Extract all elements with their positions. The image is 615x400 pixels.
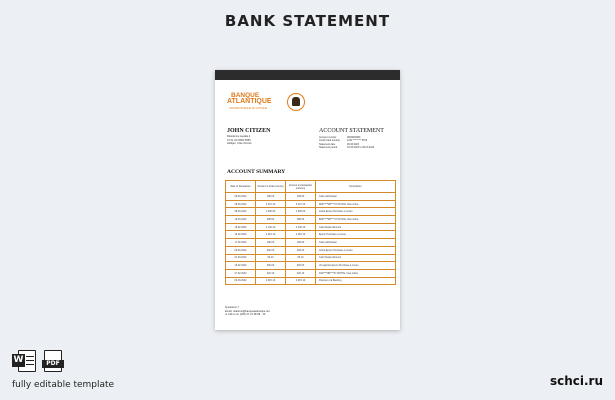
- table-header-row: [226, 181, 396, 193]
- cell-date: 17.02.2022: [226, 239, 256, 247]
- table-row: [226, 254, 396, 262]
- column-header: Amount in transaction currency: [286, 181, 316, 193]
- cell-local-amount: 300.00: [256, 262, 286, 270]
- cell-txn-amount: 3 047.10: [286, 200, 316, 208]
- cell-local-amount: 198.00: [256, 193, 286, 201]
- table-row: [226, 269, 396, 277]
- address-line: Abidjan, Côte d'Ivoire: [227, 142, 252, 146]
- table-row: [226, 193, 396, 201]
- site-watermark: schci.ru: [549, 374, 603, 388]
- cell-txn-amount: 90.10: [286, 254, 316, 262]
- cell-description: Cash withdrawal: [316, 193, 396, 201]
- logo-line2: ATLANTIQUE: [227, 98, 272, 105]
- cell-txn-amount: 320.10: [286, 269, 316, 277]
- bank-logo: [227, 92, 307, 114]
- cell-date: 16.02.2022: [226, 262, 256, 270]
- table-row: [226, 262, 396, 270]
- cell-description: Achat Epson Purchase a moore: [316, 208, 396, 216]
- cell-local-amount: 398.00: [256, 216, 286, 224]
- field-label: Credit Card number: [319, 139, 340, 143]
- field-label: Statement date: [319, 142, 336, 146]
- cell-date: 08.03.2022: [226, 208, 256, 216]
- cell-txn-amount: 2 130.10: [286, 223, 316, 231]
- cell-description: Vit aspirant Epson Purchase a moore: [316, 262, 396, 270]
- cell-description: Cash Replenishment: [316, 254, 396, 262]
- cell-date: 18.02.2022: [226, 223, 256, 231]
- table-row: [226, 277, 396, 285]
- cell-local-amount: 320.10: [256, 269, 286, 277]
- table-row: [226, 223, 396, 231]
- field-value: 0000000080: [347, 136, 361, 139]
- address-line: 07 01 AC 8000 5555: [227, 138, 251, 142]
- cell-local-amount: 3 047.10: [256, 200, 286, 208]
- pdf-icon: [42, 350, 64, 372]
- cell-description: Cash withdrawal: [316, 239, 396, 247]
- contact-footer: [225, 306, 270, 317]
- document-top-bar: [215, 70, 400, 80]
- table-row: [226, 200, 396, 208]
- statement-preview: [215, 70, 400, 330]
- customer-name: JOHN CITIZEN: [227, 128, 271, 134]
- account-statement-title: ACCOUNT STATEMENT: [319, 128, 384, 134]
- cell-txn-amount: 1 900.00: [286, 208, 316, 216]
- cell-local-amount: 90.10: [256, 254, 286, 262]
- horse-icon: [287, 93, 305, 111]
- table-row: [226, 216, 396, 224]
- cell-date: 09.03.2022: [226, 246, 256, 254]
- column-header: Date of transaction: [226, 181, 256, 193]
- cell-txn-amount: 300.00: [286, 262, 316, 270]
- transactions-table: [225, 180, 396, 285]
- field-value: 09.03.2023: [347, 142, 359, 146]
- cell-date: 09.03.2022: [226, 277, 256, 285]
- cell-local-amount: 1 900.00: [256, 208, 286, 216]
- account-field: [319, 146, 374, 149]
- field-value: 01.03.2023 to 09.03.2023: [347, 146, 375, 150]
- word-icon: [12, 350, 36, 372]
- table-row: [226, 231, 396, 239]
- cell-description: BNP****9B****37 PAYPAL Visa online: [316, 216, 396, 224]
- account-summary-title: ACCOUNT SUMMARY: [227, 169, 286, 175]
- pdf-badge: PDF: [42, 360, 64, 368]
- cell-txn-amount: 398.00: [286, 216, 316, 224]
- cell-description: Epson Purchase a moore: [316, 231, 396, 239]
- cell-description: Achat Epson Purchase a moore: [316, 246, 396, 254]
- page-title: BANK STATEMENT: [224, 12, 391, 30]
- footer-line: Email: relations@banqueatlantique.net: [225, 309, 270, 313]
- caption: fully editable template: [12, 380, 115, 390]
- field-label: Account number: [319, 136, 337, 139]
- cell-date: 01.03.2022: [226, 254, 256, 262]
- address-line: Résidence Lavalle 4: [227, 135, 251, 138]
- cell-txn-amount: 400.00: [286, 246, 316, 254]
- column-header: Amount in local currency: [256, 181, 286, 193]
- table-row: [226, 208, 396, 216]
- cell-date: 16.02.2022: [226, 231, 256, 239]
- cell-local-amount: 198.00: [256, 239, 286, 247]
- logo-line3: GROUPE BANQUE ATLANTIQUE: [229, 107, 268, 110]
- cell-txn-amount: 198.00: [286, 193, 316, 201]
- footer-line: or call us on (225) 27 21 98 98 - 19: [225, 313, 266, 317]
- footer-line: Questions ?: [225, 306, 239, 309]
- column-header: Description: [316, 181, 396, 193]
- customer-address: [227, 135, 252, 146]
- format-icons: [12, 350, 68, 374]
- cell-local-amount: 2 130.10: [256, 223, 286, 231]
- table-row: [226, 239, 396, 247]
- cell-date: 09.03.2022: [226, 193, 256, 201]
- word-badge: W: [13, 355, 24, 365]
- cell-local-amount: 4 015.10: [256, 231, 286, 239]
- cell-date: 08.03.2022: [226, 200, 256, 208]
- field-value: 1234 **** **** 5678: [347, 139, 368, 143]
- table-row: [226, 246, 396, 254]
- cell-local-amount: 4 015.10: [256, 277, 286, 285]
- cell-local-amount: 400.00: [256, 246, 286, 254]
- cell-date: 10.03.2022: [226, 216, 256, 224]
- cell-description: D22****9B****37 PAYPAL Visa online: [316, 269, 396, 277]
- cell-description: BNP****9B****37 PAYPAL Visa online: [316, 200, 396, 208]
- cell-txn-amount: 4 015.10: [286, 277, 316, 285]
- cell-txn-amount: 198.00: [286, 239, 316, 247]
- logo-line1: BANQUE: [231, 92, 260, 99]
- cell-description: Payment via Banking: [316, 277, 396, 285]
- cell-txn-amount: 4 015.10: [286, 231, 316, 239]
- field-label: Statement period: [319, 146, 338, 150]
- cell-date: 27.02.2022: [226, 269, 256, 277]
- account-info: [319, 136, 374, 150]
- cell-description: Cash Replenishment: [316, 223, 396, 231]
